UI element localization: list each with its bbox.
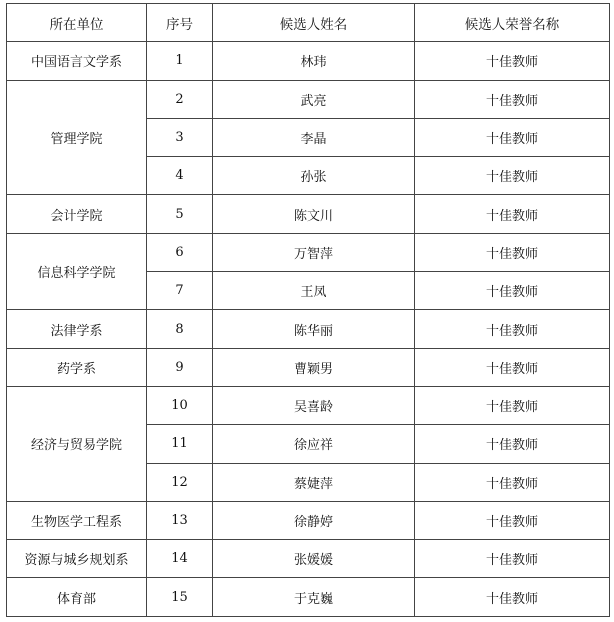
honor-title-cell: 十佳教师 (415, 195, 610, 233)
honor-title-cell: 十佳教师 (415, 80, 610, 118)
number-cell: 12 (147, 463, 213, 501)
header-candidate-name: 候选人姓名 (213, 4, 415, 42)
honor-title-cell: 十佳教师 (415, 157, 610, 195)
unit-cell: 体育部 (7, 578, 147, 616)
header-unit: 所在单位 (7, 4, 147, 42)
candidate-name-cell: 万智萍 (213, 233, 415, 271)
number-cell: 11 (147, 425, 213, 463)
unit-cell: 资源与城乡规划系 (7, 540, 147, 578)
unit-cell: 经济与贸易学院 (7, 386, 147, 501)
number-cell: 13 (147, 501, 213, 539)
unit-cell: 生物医学工程系 (7, 501, 147, 539)
candidate-name-cell: 孙张 (213, 157, 415, 195)
table-row (7, 80, 610, 118)
table-body (7, 42, 610, 616)
number-cell: 15 (147, 578, 213, 616)
honor-title-cell: 十佳教师 (415, 540, 610, 578)
candidate-name-cell: 李晶 (213, 118, 415, 156)
number-cell: 1 (147, 42, 213, 80)
number-cell: 10 (147, 386, 213, 424)
candidate-table (6, 3, 610, 617)
candidate-name-cell: 徐静婷 (213, 501, 415, 539)
candidate-name-cell: 陈华丽 (213, 310, 415, 348)
header-honor-title: 候选人荣誉名称 (415, 4, 610, 42)
table-header (7, 4, 610, 42)
unit-cell: 中国语言文学系 (7, 42, 147, 80)
honor-title-cell: 十佳教师 (415, 348, 610, 386)
number-cell: 5 (147, 195, 213, 233)
honor-title-cell: 十佳教师 (415, 310, 610, 348)
unit-cell: 管理学院 (7, 80, 147, 195)
candidate-name-cell: 徐应祥 (213, 425, 415, 463)
number-cell: 4 (147, 157, 213, 195)
table-row (7, 310, 610, 348)
candidate-name-cell: 王凤 (213, 272, 415, 310)
header-number: 序号 (147, 4, 213, 42)
unit-cell: 信息科学学院 (7, 233, 147, 310)
number-cell: 2 (147, 80, 213, 118)
unit-cell: 法律学系 (7, 310, 147, 348)
honor-title-cell: 十佳教师 (415, 425, 610, 463)
candidate-name-cell: 武亮 (213, 80, 415, 118)
honor-title-cell: 十佳教师 (415, 42, 610, 80)
table-row (7, 386, 610, 424)
candidate-name-cell: 吴喜龄 (213, 386, 415, 424)
candidate-name-cell: 蔡婕萍 (213, 463, 415, 501)
honor-title-cell: 十佳教师 (415, 233, 610, 271)
candidate-name-cell: 张媛媛 (213, 540, 415, 578)
table-row (7, 348, 610, 386)
table-row (7, 578, 610, 616)
number-cell: 8 (147, 310, 213, 348)
table-row (7, 42, 610, 80)
honor-title-cell: 十佳教师 (415, 501, 610, 539)
unit-cell: 会计学院 (7, 195, 147, 233)
table-row (7, 501, 610, 539)
candidate-name-cell: 林玮 (213, 42, 415, 80)
candidate-name-cell: 陈文川 (213, 195, 415, 233)
candidate-name-cell: 于克巍 (213, 578, 415, 616)
number-cell: 7 (147, 272, 213, 310)
unit-cell: 药学系 (7, 348, 147, 386)
number-cell: 9 (147, 348, 213, 386)
honor-title-cell: 十佳教师 (415, 578, 610, 616)
table-row (7, 233, 610, 271)
number-cell: 14 (147, 540, 213, 578)
candidate-name-cell: 曹颖男 (213, 348, 415, 386)
honor-title-cell: 十佳教师 (415, 386, 610, 424)
number-cell: 3 (147, 118, 213, 156)
honor-title-cell: 十佳教师 (415, 118, 610, 156)
honor-title-cell: 十佳教师 (415, 272, 610, 310)
table-row (7, 540, 610, 578)
honor-title-cell: 十佳教师 (415, 463, 610, 501)
table-row (7, 195, 610, 233)
header-row (7, 4, 610, 42)
number-cell: 6 (147, 233, 213, 271)
